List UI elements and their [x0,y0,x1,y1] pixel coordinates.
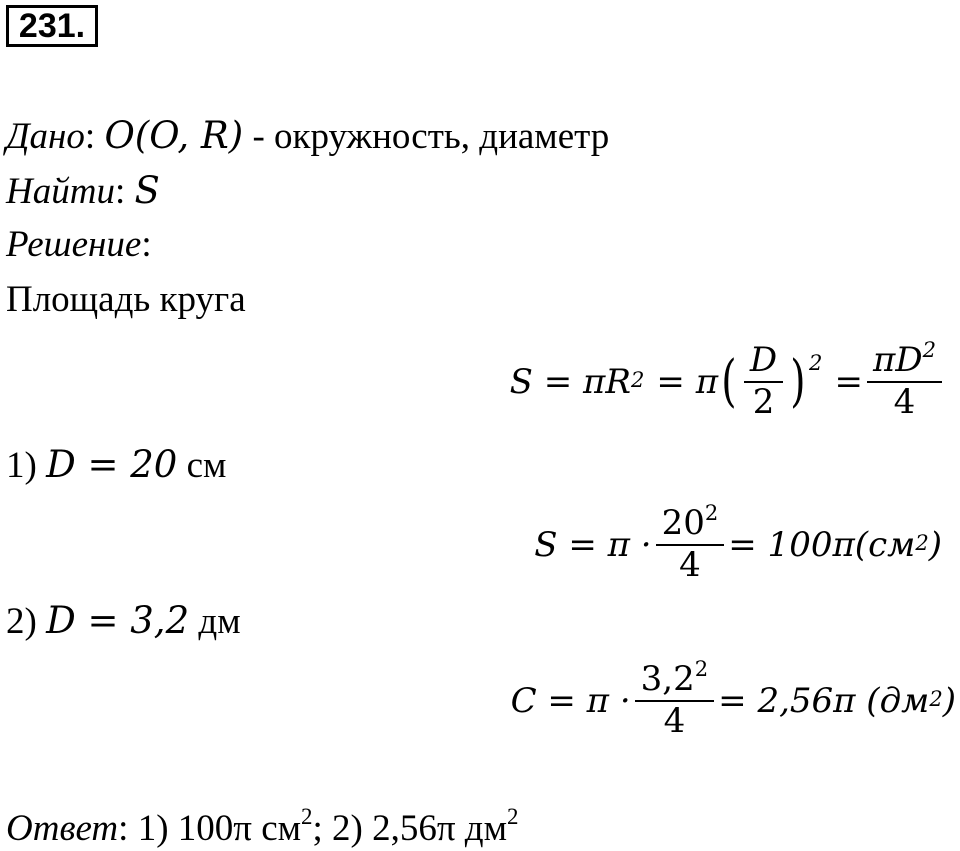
case1-fraction-num-exp: 2 [704,499,719,525]
intro-text: Площадь круга [6,279,246,320]
problem-number: 231. [6,5,98,47]
case1-given-math: D = 20 [46,443,178,486]
fraction-denominator: 2 [752,382,775,422]
case1-result-rhs: = 100π(см [728,525,916,565]
case1-fraction-den: 4 [679,545,701,585]
case1-result: S = π · $\frac{20^2}{4}$ = 100π(см $^2$ ) [534,499,942,585]
given-label: Дано [6,116,85,157]
answer-text1: 1) 100π см [137,808,302,849]
area-formula: S = πR $^2$ = π ( $\frac{D}{2}$ ) $^2$ = $\frac{\pi D^2}{4}$ [510,336,946,428]
case1-result-lhs: S = π · [534,525,652,565]
given-math: O(O, R) [104,114,244,157]
fraction-numerator: D [744,343,783,383]
answer-exp1: 2 [301,804,313,830]
formula-eq2: = [834,362,863,402]
solution-label: Решение [6,224,142,265]
case1-result-close: ) [928,525,942,565]
case2-label: 2) [6,601,47,642]
answer-colon: : [118,808,138,849]
case2-given [6,599,241,642]
fraction2-denominator: 4 [893,382,916,422]
case2-result-close: ) [942,681,956,721]
answer-line [6,804,519,849]
case1-fraction-num: 20 [661,503,705,544]
find-colon: : [114,171,126,212]
case2-fraction [635,655,715,741]
case1-given-unit: см [177,445,227,486]
case2-given-math: D = 3,2 [46,599,190,642]
formula-lhs: S = πR [509,362,631,402]
right-paren: ) [790,349,806,414]
solution-colon: : [141,224,152,265]
given-colon: : [84,116,96,157]
solution-line [6,226,152,263]
case2-given-unit: дм [189,601,241,642]
answer-text2: ; 2) 2,56π дм [312,808,508,849]
case2-result-rhs: = 2,56π (дм [718,681,930,721]
case2-result-lhs: C = π · [510,681,631,721]
case2-fraction-num: 3,2 [640,659,695,700]
case2-fraction-num-exp: 2 [694,655,709,681]
find-label: Найти [6,171,115,212]
answer-exp2: 2 [507,804,519,830]
find-line [6,169,160,212]
answer-label: Ответ [6,808,119,849]
formula-mid: = π [656,362,719,402]
fraction2-numerator-exp: 2 [922,336,936,362]
left-paren: ( [721,349,737,414]
case2-result: C = π · $\frac{3,2^2}{4}$ = 2,56π (дм $^2$ ) [510,655,956,741]
case1-fraction [656,499,725,585]
fraction2-numerator: πD [872,340,923,381]
formula-fraction-pi-d2-over-4 [867,336,942,422]
case2-fraction-den: 4 [663,701,686,741]
find-math: S [134,169,160,212]
case1-label: 1) [6,445,47,486]
given-line [6,114,610,157]
case1-given [6,443,227,486]
formula-fraction-d-over-2 [744,340,783,422]
given-text: - окружность, диаметр [243,116,610,157]
